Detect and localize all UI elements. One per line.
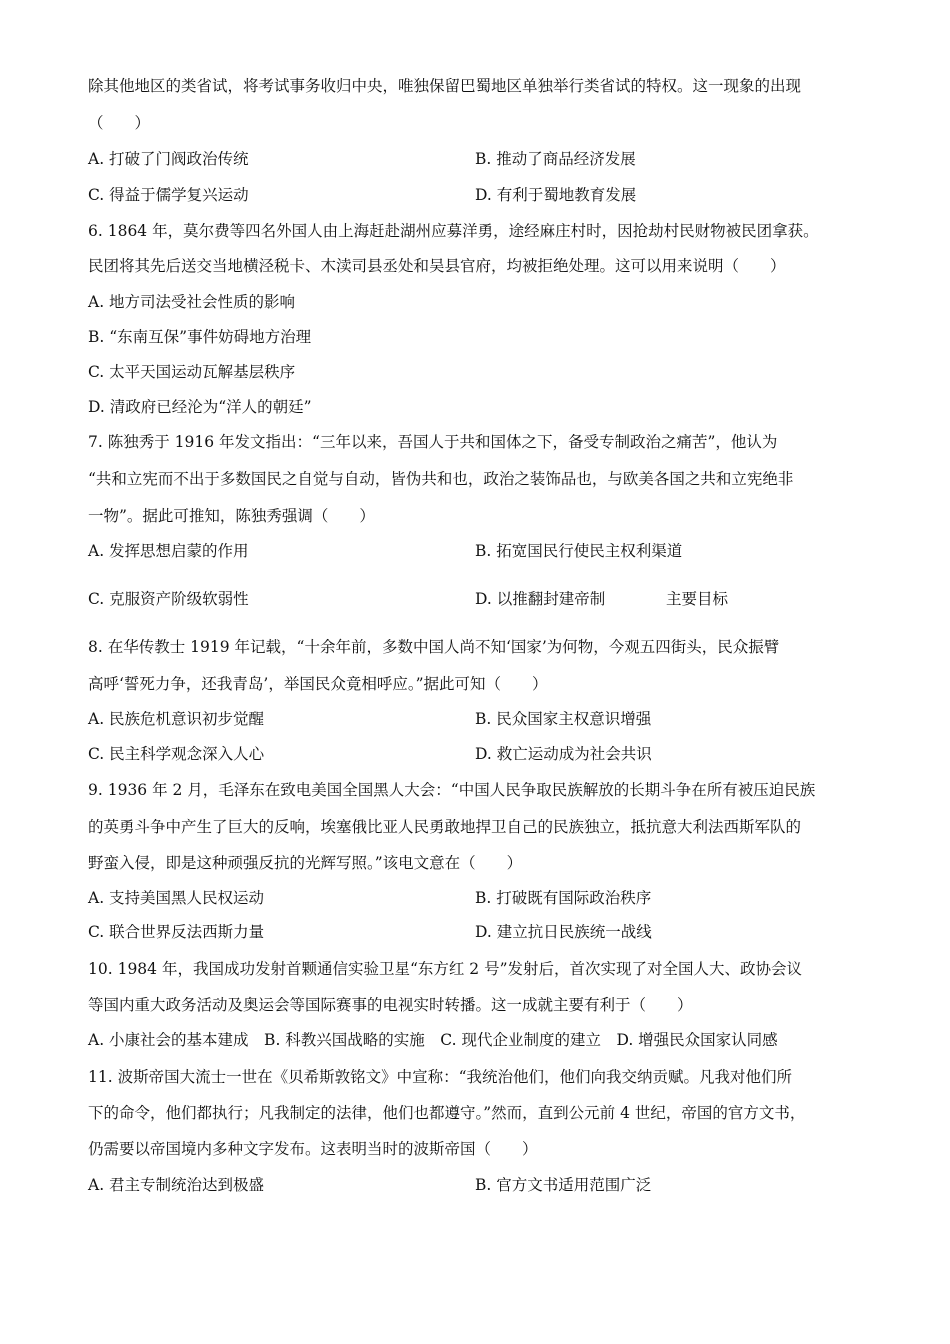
q9-option-c: C. 联合世界反法西斯力量	[88, 923, 265, 941]
q9-stem-line-1: 9. 1936 年 2 月，毛泽东在致电美国全国黑人大会：“中国人民争取民族解放的长期斗争在所有被压迫民族	[88, 781, 816, 799]
q7-option-b: B. 拓宽国民行使民主权利渠道	[475, 542, 683, 560]
q9-option-d: D. 建立抗日民族统一战线	[475, 923, 652, 941]
q6-option-a: A. 地方司法受社会性质的影响	[88, 293, 296, 311]
q7-option-d: D. 以推翻封建帝制	[475, 590, 606, 608]
q9-stem-line-2: 的英勇斗争中产生了巨大的反响，埃塞俄比亚人民勇敢地捍卫自己的民族独立，抵抗意大利法西斯军队的	[88, 818, 802, 836]
q11-option-b: B. 官方文书适用范围广泛	[475, 1176, 652, 1194]
q11-stem-line-2: 下的命令，他们都执行；凡我制定的法律，他们也都遵守。”然而，直到公元前 4 世纪，帝国的官方文书，	[88, 1104, 806, 1122]
q8-stem-line-2: 高呼‘誓死力争，还我青岛’，举国民众竟相呼应。”据此可知（ ）	[88, 675, 548, 693]
q8-option-c: C. 民主科学观念深入人心	[88, 745, 265, 763]
q9-stem-line-3: 野蛮入侵，即是这种顽强反抗的光辉写照。”该电文意在（ ）	[88, 854, 523, 872]
q5-stem-line-2: （ ）	[88, 114, 151, 132]
q9-option-a: A. 支持美国黑人民权运动	[88, 889, 265, 907]
q6-option-d: D. 清政府已经沦为“洋人的朝廷”	[88, 398, 312, 416]
q8-option-a: A. 民族危机意识初步觉醒	[88, 710, 265, 728]
q10-stem-line-2: 等国内重大政务活动及奥运会等国际赛事的电视实时转播。这一成就主要有利于（ ）	[88, 996, 693, 1014]
q7-stem-line-1: 7. 陈独秀于 1916 年发文指出：“三年以来，吾国人于共和国体之下，备受专制政治之痛苦”，他认为	[88, 433, 778, 451]
q6-option-b: B. “东南互保”事件妨碍地方治理	[88, 328, 312, 346]
q6-stem-line-2: 民团将其先后送交当地横泾税卡、木渎司县丞处和吴县官府，均被拒绝处理。这可以用来说明（ ）	[88, 257, 786, 275]
q5-option-b: B. 推动了商品经济发展	[475, 150, 636, 168]
q10-stem-line-1: 10. 1984 年，我国成功发射首颗通信实验卫星“东方红 2 号”发射后，首次实现了对全国人大、政协会议	[88, 960, 803, 978]
q8-option-b: B. 民众国家主权意识增强	[475, 710, 652, 728]
q8-stem-line-1: 8. 在华传教士 1919 年记载，“十余年前，多数中国人尚不知‘国家’为何物，今观五四街头，民众振臂	[88, 638, 780, 656]
q11-stem-line-3: 仍需要以帝国境内多种文字发布。这表明当时的波斯帝国（ ）	[88, 1140, 538, 1158]
q7-stem-line-2: “共和立宪而不出于多数国民之自觉与自动，皆伪共和也，政治之装饰品也，与欧美各国之共和立宪绝非	[88, 470, 794, 488]
q7-stem-line-3: 一物”。据此可推知，陈独秀强调（ ）	[88, 507, 375, 525]
q6-stem-line-1: 6. 1864 年，莫尔费等四名外国人由上海赶赴湖州应募洋勇，途经麻庄村时，因抢劫村民财物被民团拿获。	[88, 222, 819, 240]
q5-option-d: D. 有利于蜀地教育发展	[475, 186, 637, 204]
q7-option-a: A. 发挥思想启蒙的作用	[88, 542, 249, 560]
q7-option-c: C. 克服资产阶级软弱性	[88, 590, 249, 608]
q9-option-b: B. 打破既有国际政治秩序	[475, 889, 652, 907]
q5-option-c: C. 得益于儒学复兴运动	[88, 186, 249, 204]
q11-stem-line-1: 11. 波斯帝国大流士一世在《贝希斯敦铭文》中宣称：“我统治他们，他们向我交纳贡赋。凡我对他们所	[88, 1068, 793, 1086]
q11-option-a: A. 君主专制统治达到极盛	[88, 1176, 265, 1194]
q6-option-c: C. 太平天国运动瓦解基层秩序	[88, 363, 296, 381]
q7-option-d-tail: 主要目标	[666, 590, 729, 608]
q8-option-d: D. 救亡运动成为社会共识	[475, 745, 652, 763]
q5-stem-line-1: 除其他地区的类省试，将考试事务收归中央，唯独保留巴蜀地区单独举行类省试的特权。这一现象的出现	[88, 77, 802, 95]
q5-option-a: A. 打破了门阀政治传统	[88, 150, 249, 168]
q10-options: A. 小康社会的基本建成 B. 科教兴国战略的实施 C. 现代企业制度的建立 D. 增强民众国家认同感	[88, 1031, 778, 1049]
